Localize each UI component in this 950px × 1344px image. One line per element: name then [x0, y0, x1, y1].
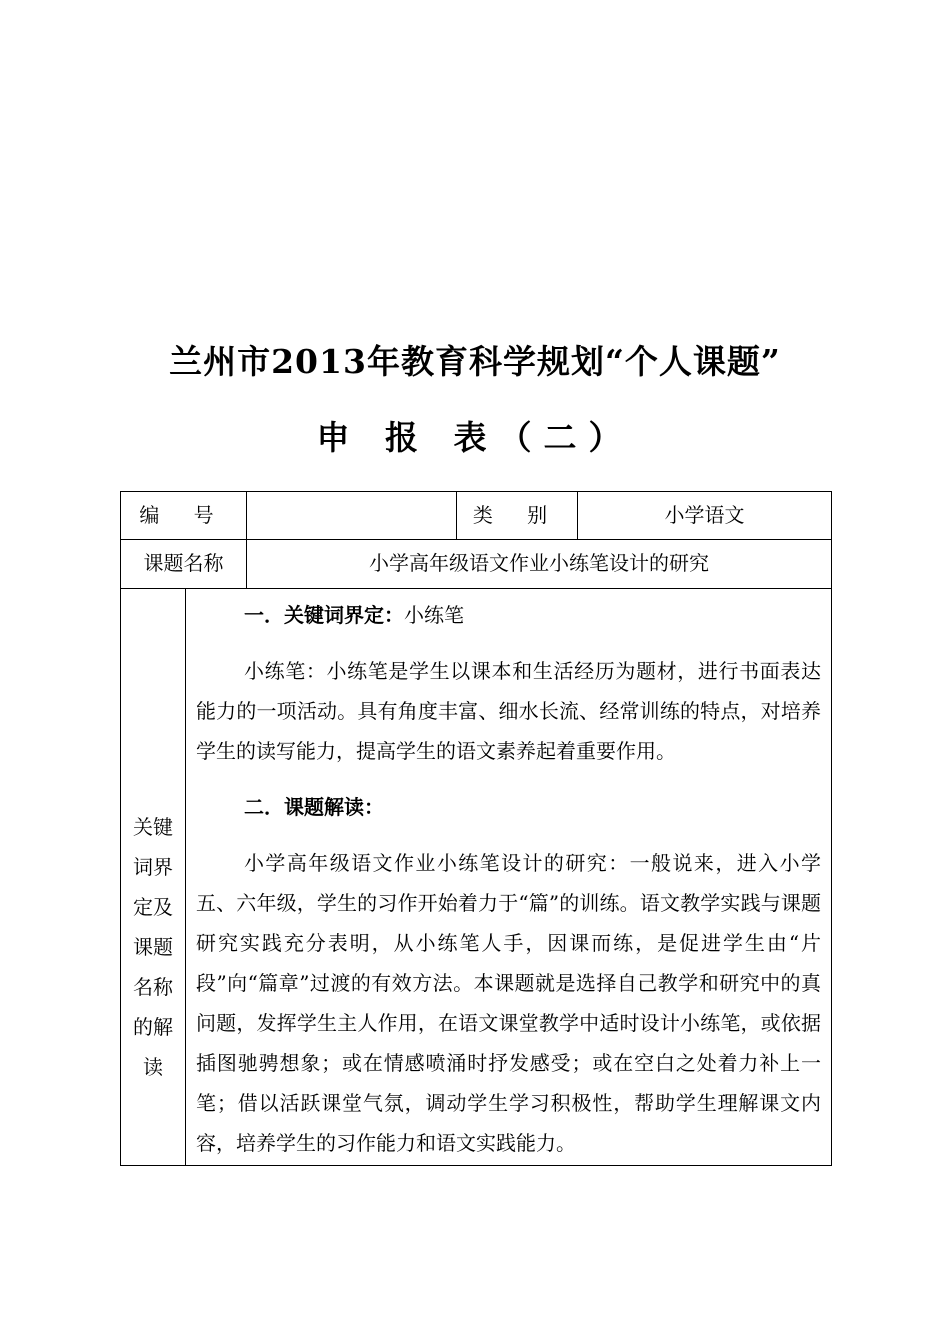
table-row-interpretation [121, 589, 832, 1166]
topic-value: 小学高年级语文作业小练笔设计的研究 [369, 551, 710, 575]
table-row-topic [121, 540, 832, 589]
topic-label: 课题名称 [143, 551, 224, 575]
number-label-cell [121, 492, 247, 540]
document-title: 兰州市2013年教育科学规划“个人课题” [169, 342, 781, 381]
application-form-table [120, 491, 832, 1166]
side-label-cell [121, 589, 186, 1166]
number-value [247, 492, 456, 499]
number-value-cell [247, 492, 457, 540]
document-subtitle: 申 报 表（二） [316, 418, 634, 457]
section1-heading-line [196, 595, 821, 635]
section1-keyword: 小练笔 [404, 603, 464, 627]
section1-heading: 一．关键词界定： [244, 603, 404, 627]
topic-value-cell [247, 540, 832, 589]
section2-heading: 二．课题解读： [244, 795, 384, 819]
interpretation-cell [186, 589, 832, 1166]
topic-label-cell [121, 540, 247, 589]
category-value: 小学语文 [664, 503, 745, 527]
section2-text: 小学高年级语文作业小练笔设计的研究：一般说来，进入小学五、六年级，学生的习作开始着力于“篇”的训练。语文教学实践与课题研究实践充分表明，从小练笔人手，因课而练，是促进学生由“片段”向“篇章”过渡的有效方法。本课题就是选择自己教学和研究中的真问题，发挥学生主人作用，在语文课堂教学中适时设计小练笔，或依据插图驰骋想象；或在情感喷涌时抒发感受；或在空白之处着力补上一笔；借以活跃课堂气氛，调动学生学习积极性，帮助学生理解课文内容，培养学生的习作能力和语文实践能力。 [196, 851, 822, 1155]
category-value-cell [578, 492, 832, 540]
category-label-cell [457, 492, 578, 540]
table-row-number [121, 492, 832, 540]
category-label: 类 别 [472, 503, 562, 527]
side-label: 关键词界定及课题名称的解读 [133, 815, 173, 1079]
section1-text: 小练笔：小练笔是学生以课本和生活经历为题材，进行书面表达能力的一项活动。具有角度丰富、细水长流、经常训练的特点，对培养学生的读写能力，提高学生的语文素养起着重要作用。 [196, 659, 822, 763]
number-label: 编 号 [139, 503, 228, 527]
